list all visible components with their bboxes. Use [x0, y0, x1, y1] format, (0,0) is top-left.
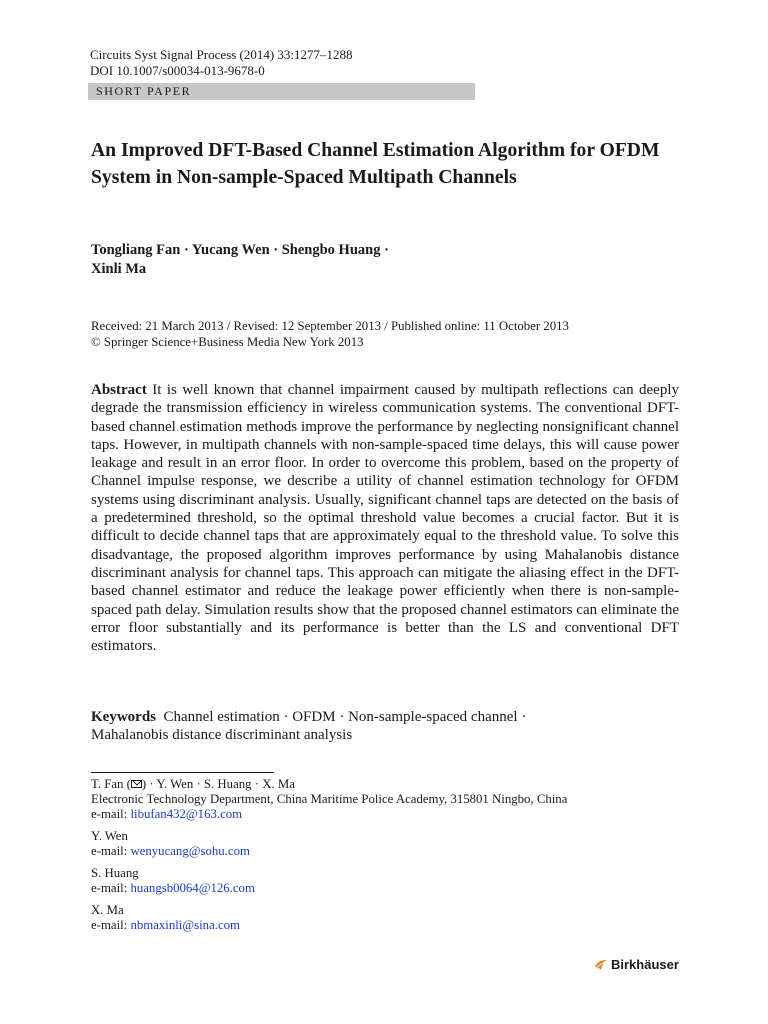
abstract	[91, 381, 679, 655]
author-name-wen: Y. Wen	[91, 829, 128, 843]
abstract-text: It is well known that channel impairment caused by multipath reflections can deeply degrade the transmission efficiency in wireless communication systems. The conventional DFT-based channel estimation methods improve the performance by neglecting nonsignificant channel taps. However, in multipath channels with non-sample-spaced time delays, this will cause power leakage and result in an error floor. In order to overcome this problem, based on the property of Channel impulse response, we describe a utility of channel estimation technology for OFDM systems using discriminant analysis. Usually, significant channel taps are detected on the basis of a predetermined threshold, so the optimal threshold value becomes a crucial factor. But it is difficult to decide channel taps that are approximately equal to the threshold value. To solve this disadvantage, the proposed algorithm improves performance by using Mahalanobis distance discriminant analysis for channel taps. This approach can mitigate the aliasing effect in the DFT-based channel estimator and reduce the leakage power efficiently when there is non-sample-spaced path delay. Simulation results show that the proposed channel estimators can eliminate the error floor substantially and its performance is better than the LS and conventional DFT estimators.	[91, 382, 680, 655]
affiliation-wen	[91, 829, 691, 859]
author-affiliations	[91, 777, 691, 940]
author-name-huang: S. Huang	[91, 866, 139, 880]
date-history: Received: 21 March 2013 / Revised: 12 September 2013 / Published online: 11 October 2013	[91, 319, 569, 333]
birkhauser-logo-icon	[594, 958, 608, 972]
email-link-huang[interactable]: huangsb0064@126.com	[130, 881, 255, 895]
email-label: e-mail:	[91, 881, 131, 895]
authors-line-2: Xinli Ma	[91, 261, 147, 277]
department: Electronic Technology Department, China Maritime Police Academy, 315801 Ningbo, China	[91, 792, 568, 806]
journal-header	[90, 47, 353, 79]
publisher-name: Birkhäuser	[611, 957, 679, 972]
keywords	[91, 708, 679, 745]
abstract-label: Abstract	[91, 382, 147, 398]
email-label: e-mail:	[91, 918, 131, 932]
affiliation-ma	[91, 903, 691, 933]
email-link-ma[interactable]: nbmaxinli@sina.com	[130, 918, 240, 932]
corresponding-author: T. Fan (	[91, 777, 131, 791]
doi: DOI 10.1007/s00034-013-9678-0	[90, 63, 265, 78]
email-label: e-mail:	[91, 807, 131, 821]
paper-title: An Improved DFT-Based Channel Estimation Algorithm for OFDM System in Non-sample-Spaced Multipath Channels	[91, 140, 660, 188]
keywords-line-2: Mahalanobis distance discriminant analysis	[91, 727, 353, 744]
email-link-fan[interactable]: libufan432@163.com	[130, 807, 243, 821]
keywords-label: Keywords	[91, 709, 156, 725]
publisher-logo	[594, 957, 679, 972]
co-authors: ) · Y. Wen · S. Huang · X. Ma	[141, 777, 295, 791]
author-list	[91, 241, 691, 279]
paper-type-banner: SHORT PAPER	[88, 83, 475, 100]
copyright-notice: © Springer Science+Business Media New York 2013	[91, 335, 364, 349]
keywords-line-1: Channel estimation · OFDM · Non-sample-spaced channel ·	[163, 709, 527, 725]
journal-citation: Circuits Syst Signal Process (2014) 33:1277–1288	[90, 47, 353, 62]
author-name-ma: X. Ma	[91, 903, 124, 917]
authors-line-1: Tongliang Fan · Yucang Wen · Shengbo Huang ·	[91, 242, 389, 258]
email-label: e-mail:	[91, 844, 131, 858]
footnote-divider	[91, 772, 274, 773]
envelope-icon[interactable]	[131, 780, 142, 788]
affiliation-main	[91, 777, 691, 822]
publication-dates	[91, 318, 569, 350]
affiliation-huang	[91, 866, 691, 896]
email-link-wen[interactable]: wenyucang@sohu.com	[130, 844, 250, 858]
